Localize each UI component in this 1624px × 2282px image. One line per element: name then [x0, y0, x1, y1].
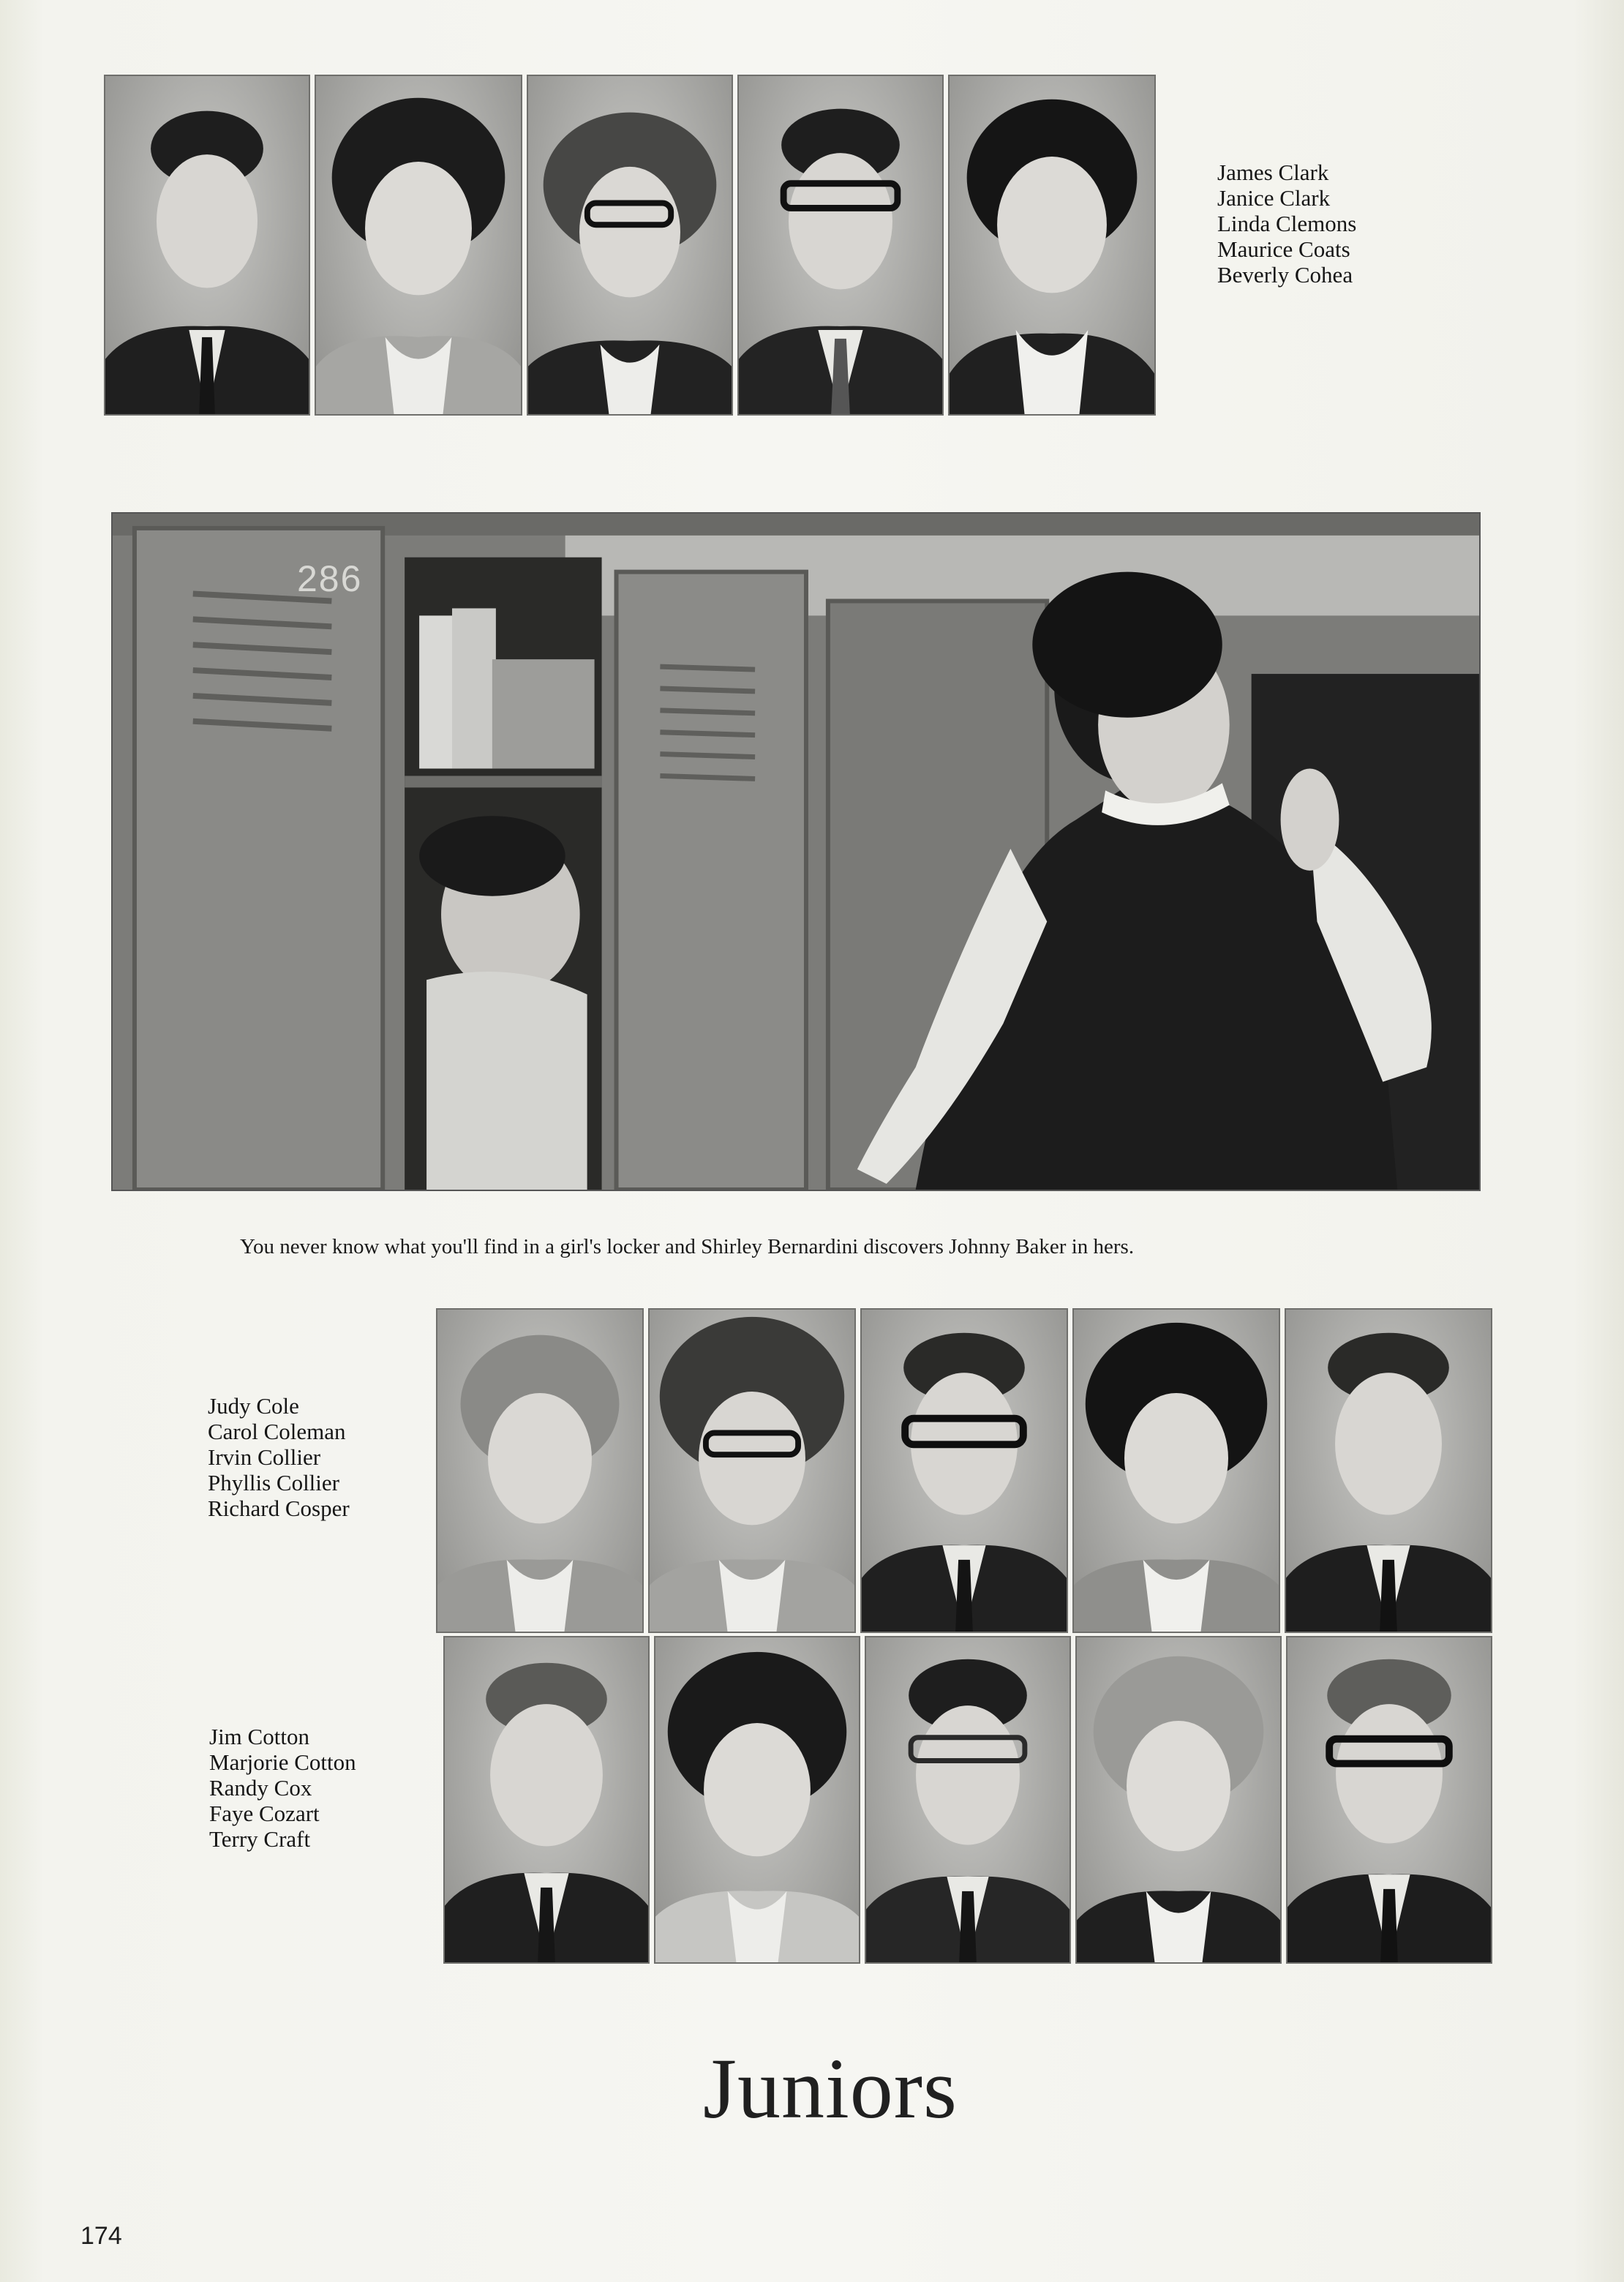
portrait-photo: [436, 1308, 644, 1633]
portrait-photo: [527, 75, 733, 416]
locker-number: 286: [297, 558, 363, 599]
name-list-bottom: [209, 1724, 356, 1852]
portrait-photo: [1285, 1308, 1492, 1633]
section-title: Juniors: [703, 2041, 958, 2136]
student-name: Carol Coleman: [208, 1419, 346, 1444]
student-name: Beverly Cohea: [1217, 262, 1353, 288]
portrait-photo: [648, 1308, 856, 1633]
student-name: James Clark: [1217, 159, 1329, 185]
student-name: Phyllis Collier: [208, 1470, 339, 1495]
portrait-photo: [443, 1636, 650, 1964]
portrait-photo: [654, 1636, 860, 1964]
portrait-row-bottom: [443, 1636, 1492, 1964]
portrait-photo: [1075, 1636, 1282, 1964]
name-list-top: [1217, 159, 1356, 288]
portrait-photo: [1286, 1636, 1492, 1964]
locker-scene: [113, 514, 1479, 1190]
student-name: Randy Cox: [209, 1775, 312, 1801]
name-list-middle: [208, 1393, 350, 1521]
student-name: Terry Craft: [209, 1826, 311, 1852]
student-name: Maurice Coats: [1217, 236, 1350, 262]
portrait-row-middle: [436, 1308, 1492, 1633]
student-name: Judy Cole: [208, 1393, 299, 1419]
portrait-row-top: [104, 75, 1156, 416]
portrait-photo: [860, 1308, 1068, 1633]
portrait-photo: [315, 75, 522, 416]
portrait-photo: [948, 75, 1156, 416]
student-name: Linda Clemons: [1217, 211, 1357, 236]
student-name: Jim Cotton: [209, 1724, 309, 1749]
student-name: Richard Cosper: [208, 1495, 350, 1521]
student-name: Faye Cozart: [209, 1801, 320, 1826]
portrait-photo: [1072, 1308, 1280, 1633]
student-name: Janice Clark: [1217, 185, 1331, 211]
locker-photo: [111, 512, 1481, 1191]
portrait-photo: [737, 75, 944, 416]
student-name: Irvin Collier: [208, 1444, 321, 1470]
photo-caption: You never know what you'll find in a girl's locker and Shirley Bernardini discovers Johnny Baker in hers.: [240, 1235, 1135, 1258]
portrait-photo: [865, 1636, 1071, 1964]
portrait-photo: [104, 75, 310, 416]
student-name: Marjorie Cotton: [209, 1749, 356, 1775]
page-number: 174: [80, 2222, 122, 2250]
